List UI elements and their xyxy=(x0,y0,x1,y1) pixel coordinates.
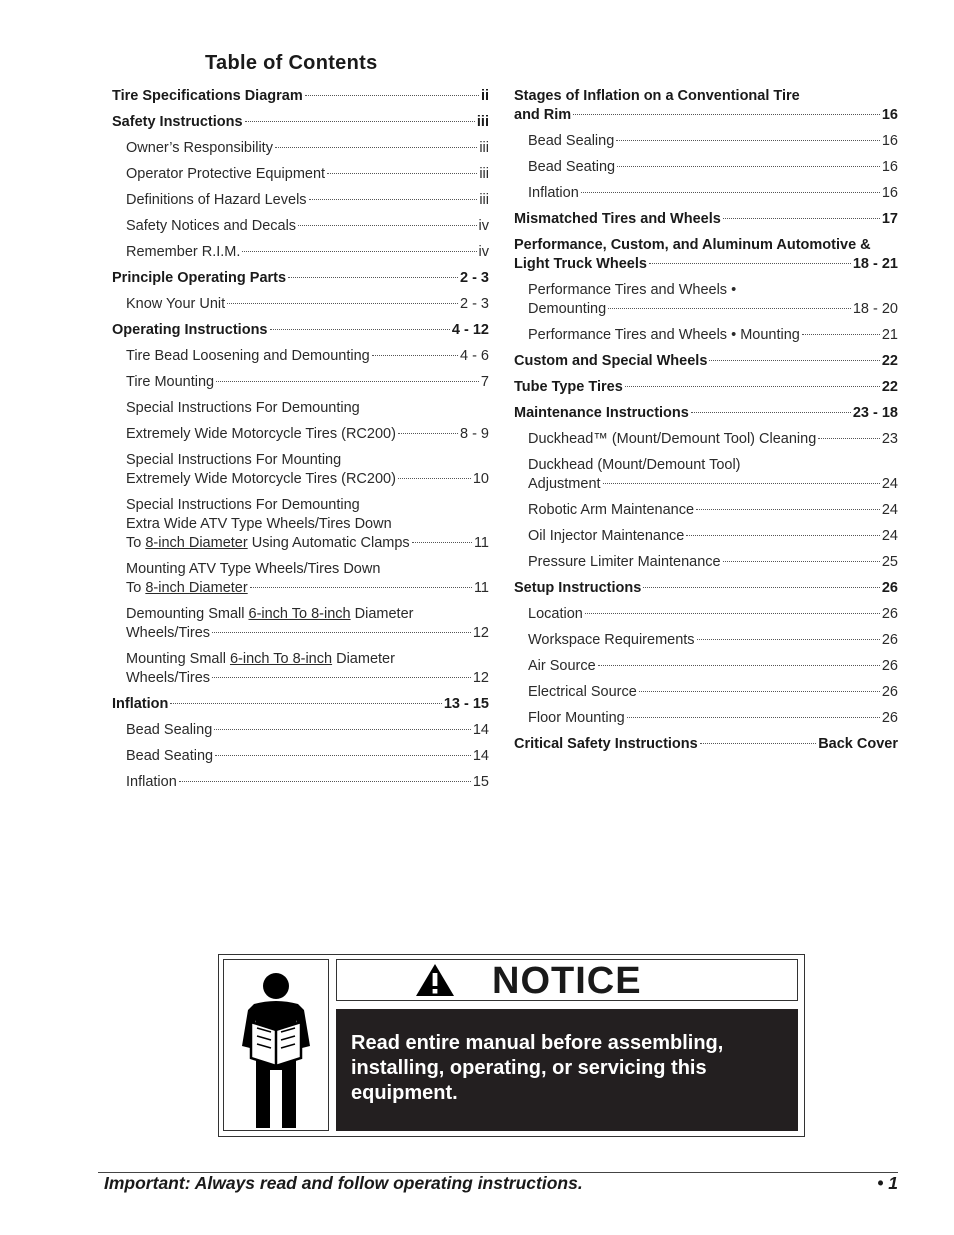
toc-leader-line xyxy=(528,430,898,449)
toc-leader-line xyxy=(126,669,489,688)
dot-leader xyxy=(179,781,471,782)
notice-header xyxy=(336,959,798,1001)
toc-entry-title: Tire Specifications Diagram xyxy=(112,88,303,104)
dot-leader xyxy=(723,561,880,562)
toc-page-ref: 24 xyxy=(881,476,898,492)
toc-page-ref: 24 xyxy=(881,502,898,518)
toc-leader-line xyxy=(528,527,898,546)
toc-entry[interactable] xyxy=(112,557,489,602)
dot-leader xyxy=(398,478,471,479)
toc-leader-line xyxy=(126,579,489,598)
dot-leader xyxy=(697,639,880,640)
toc-page-ref: 15 xyxy=(472,774,489,790)
toc-page-ref: 11 xyxy=(473,535,489,551)
toc-entry-title: Workspace Requirements xyxy=(528,632,695,648)
dot-leader xyxy=(585,613,880,614)
toc-entry-title: Adjustment xyxy=(528,476,601,492)
toc-leader-line xyxy=(126,624,489,643)
toc-entry[interactable] xyxy=(112,770,489,796)
toc-page-ref: 26 xyxy=(881,632,898,648)
toc-leader-line xyxy=(514,352,898,371)
toc-leader-line xyxy=(528,300,898,319)
line-underlined: 6-inch To 8-inch xyxy=(229,651,333,667)
toc-entry[interactable] xyxy=(112,718,489,744)
toc-entry[interactable] xyxy=(514,375,898,401)
toc-page-ref: 14 xyxy=(472,748,489,764)
toc-entry-title: Remember R.I.M. xyxy=(126,244,241,260)
toc-leader-line xyxy=(126,217,489,236)
toc-leader-line xyxy=(126,747,489,766)
toc-page-ref: 10 xyxy=(472,471,489,487)
dot-leader xyxy=(625,386,880,387)
toc-leader-line xyxy=(528,184,898,203)
toc-entry-title: Bead Seating xyxy=(528,159,616,175)
toc-entry-title: Operator Protective Equipment xyxy=(126,166,326,182)
toc-entry[interactable] xyxy=(112,266,489,292)
dot-leader xyxy=(627,717,880,718)
toc-leader-line xyxy=(528,553,898,572)
toc-leader-line xyxy=(528,132,898,151)
toc-entry[interactable] xyxy=(514,550,898,576)
toc-entry[interactable] xyxy=(514,84,898,129)
toc-page-ref: 4 - 6 xyxy=(459,348,489,364)
toc-leader-line xyxy=(126,165,489,184)
toc-entry[interactable] xyxy=(514,524,898,550)
toc-entry-title: Extremely Wide Motorcycle Tires (RC200) xyxy=(126,426,396,442)
dot-leader xyxy=(275,147,477,148)
toc-entry[interactable] xyxy=(112,188,489,214)
toc-entry-title: Air Source xyxy=(528,658,596,674)
toc-entry[interactable] xyxy=(514,706,898,732)
toc-entry[interactable] xyxy=(514,732,898,758)
title-underlined: 8-inch Diameter xyxy=(145,535,248,551)
toc-page-ref: 22 xyxy=(881,379,898,395)
toc-entry-title: Demounting xyxy=(528,301,607,317)
toc-entry[interactable] xyxy=(514,323,898,349)
toc-leader-line xyxy=(112,695,489,714)
toc-entry[interactable] xyxy=(112,344,489,370)
toc-entry[interactable] xyxy=(514,628,898,654)
toc-leader-line xyxy=(112,87,489,106)
toc-leader-line xyxy=(514,404,898,423)
dot-leader xyxy=(412,542,472,543)
toc-entry[interactable] xyxy=(112,422,489,448)
toc-page-ref: 23 xyxy=(881,431,898,447)
toc-entry-line: Extra Wide ATV Type Wheels/Tires Down xyxy=(126,516,392,532)
dot-leader xyxy=(643,587,880,588)
toc-leader-line xyxy=(528,657,898,676)
toc-entry-title: Inflation xyxy=(112,696,169,712)
toc-entry[interactable] xyxy=(514,181,898,207)
toc-leader-line xyxy=(126,347,489,366)
dot-leader xyxy=(398,433,458,434)
toc-page-ref: 24 xyxy=(881,528,898,544)
toc-entry-title: and Rim xyxy=(514,107,572,123)
dot-leader xyxy=(603,483,880,484)
toc-page-ref: 7 xyxy=(480,374,489,390)
toc-leader-line xyxy=(126,470,489,489)
dot-leader xyxy=(581,192,880,193)
toc-entry-title: Safety Instructions xyxy=(112,114,243,130)
toc-entry-title: Inflation xyxy=(126,774,177,790)
toc-entry-line: Stages of Inflation on a Conventional Tire xyxy=(514,88,800,104)
dot-leader xyxy=(270,329,450,330)
toc-leader-line xyxy=(514,378,898,397)
toc-entry[interactable] xyxy=(514,278,898,323)
toc-entry-title: Know Your Unit xyxy=(126,296,226,312)
toc-page-ref: iv xyxy=(478,218,489,234)
title-prefix: To xyxy=(126,535,146,551)
toc-leader-line xyxy=(528,683,898,702)
toc-entry[interactable] xyxy=(112,744,489,770)
toc-page-ref: 18 - 21 xyxy=(852,256,898,272)
toc-entry[interactable] xyxy=(112,602,489,647)
dot-leader xyxy=(242,251,476,252)
dot-leader xyxy=(212,677,471,678)
toc-entry[interactable] xyxy=(514,129,898,155)
toc-page-ref: 12 xyxy=(472,625,489,641)
title-underlined: 8-inch Diameter xyxy=(145,580,248,596)
toc-page-ref: ii xyxy=(480,88,489,104)
toc-leader-line xyxy=(514,579,898,598)
toc-entry-title: Operating Instructions xyxy=(112,322,268,338)
dot-leader xyxy=(818,438,880,439)
toc-entry-title: Pressure Limiter Maintenance xyxy=(528,554,721,570)
dot-leader xyxy=(327,173,477,174)
dot-leader xyxy=(372,355,458,356)
notice-heading: NOTICE xyxy=(492,960,642,1002)
toc-entry-title: Mismatched Tires and Wheels xyxy=(514,211,721,227)
toc-leader-line xyxy=(112,269,489,288)
dot-leader xyxy=(617,166,880,167)
toc-leader-line xyxy=(528,631,898,650)
toc-entry[interactable] xyxy=(514,155,898,181)
dot-leader xyxy=(214,729,471,730)
toc-entry[interactable] xyxy=(514,602,898,628)
toc-entry[interactable] xyxy=(112,493,489,557)
toc-page-ref: 26 xyxy=(881,684,898,700)
footer-note: Important: Always read and follow operating instructions. xyxy=(104,1173,583,1193)
toc-leader-line xyxy=(126,721,489,740)
toc-entry-title: Oil Injector Maintenance xyxy=(528,528,685,544)
toc-leader-line xyxy=(126,295,489,314)
dot-leader xyxy=(649,263,851,264)
toc-entry-title: Robotic Arm Maintenance xyxy=(528,502,695,518)
toc-leader-line xyxy=(528,326,898,345)
toc-page-ref: 11 xyxy=(473,580,489,596)
toc-entry-title: Bead Sealing xyxy=(126,722,213,738)
toc-entry-line: Special Instructions For Mounting xyxy=(126,452,342,468)
toc-entry-line: Special Instructions For Demounting xyxy=(126,400,360,416)
title-suffix: Using Automatic Clamps xyxy=(247,535,410,551)
toc-page-ref: 16 xyxy=(881,159,898,175)
toc-entry[interactable] xyxy=(514,654,898,680)
toc-entry-title: Principle Operating Parts xyxy=(112,270,287,286)
line-suffix: Diameter xyxy=(350,606,414,622)
toc-leader-line xyxy=(126,534,489,553)
warning-triangle-icon xyxy=(415,963,455,997)
dot-leader xyxy=(639,691,880,692)
toc-entry[interactable] xyxy=(514,453,898,498)
dot-leader xyxy=(686,535,880,536)
dot-leader xyxy=(245,121,475,122)
toc-entry-title: Extremely Wide Motorcycle Tires (RC200) xyxy=(126,471,396,487)
dot-leader xyxy=(216,381,479,382)
toc-entry-title: Tire Bead Loosening and Demounting xyxy=(126,348,370,364)
toc-entry[interactable] xyxy=(112,292,489,318)
toc-entry-title: Bead Seating xyxy=(126,748,214,764)
toc-page-ref: iii xyxy=(479,166,489,182)
toc-page-ref: 23 - 18 xyxy=(852,405,898,421)
toc-title: Table of Contents xyxy=(205,52,378,74)
toc-entry-line xyxy=(126,650,489,669)
toc-leader-line xyxy=(514,255,898,274)
toc-entry-title: Location xyxy=(528,606,583,622)
toc-entry[interactable] xyxy=(112,647,489,692)
toc-page-ref: iii xyxy=(476,114,489,130)
toc-entry-title: Performance Tires and Wheels • Mounting xyxy=(528,327,800,343)
toc-entry[interactable] xyxy=(112,214,489,240)
toc-entry-title: Tire Mounting xyxy=(126,374,215,390)
toc-page-ref: 26 xyxy=(881,710,898,726)
toc-entry-title: Critical Safety Instructions xyxy=(514,736,698,752)
dot-leader xyxy=(298,225,476,226)
toc-leader-line xyxy=(112,321,489,340)
toc-page-ref: 2 - 3 xyxy=(459,296,489,312)
toc-entry-line xyxy=(126,605,489,624)
toc-entry[interactable] xyxy=(514,207,898,233)
toc-entry-title: Floor Mounting xyxy=(528,710,625,726)
toc-page-ref: 21 xyxy=(881,327,898,343)
toc-entry-title xyxy=(126,579,248,598)
toc-leader-line xyxy=(126,773,489,792)
toc-leader-line xyxy=(528,605,898,624)
toc-entry-title: Inflation xyxy=(528,185,579,201)
toc-page-ref: 4 - 12 xyxy=(451,322,489,338)
notice-message: Read entire manual before assembling, installing, operating, or servicing this equipment. xyxy=(336,1009,798,1131)
page-number: • 1 xyxy=(877,1173,898,1193)
toc-entry-title: Owner’s Responsibility xyxy=(126,140,273,156)
toc-entry[interactable] xyxy=(514,349,898,375)
dot-leader xyxy=(250,587,472,588)
toc-leader-line xyxy=(528,709,898,728)
dot-leader xyxy=(608,308,851,309)
toc-entry[interactable] xyxy=(514,498,898,524)
dot-leader xyxy=(573,114,880,115)
toc-leader-line xyxy=(126,139,489,158)
toc-entry-title: Light Truck Wheels xyxy=(514,256,647,272)
toc-leader-line xyxy=(528,475,898,494)
dot-leader xyxy=(723,218,880,219)
line-prefix: Mounting Small xyxy=(126,651,230,667)
toc-entry[interactable] xyxy=(112,84,489,110)
toc-entry-title: Wheels/Tires xyxy=(126,670,211,686)
toc-entry[interactable] xyxy=(112,370,489,396)
toc-leader-line xyxy=(514,735,898,754)
toc-page-ref: 25 xyxy=(881,554,898,570)
dot-leader xyxy=(802,334,880,335)
toc-page-ref: 16 xyxy=(881,133,898,149)
dot-leader xyxy=(212,632,471,633)
toc-page-ref: 2 - 3 xyxy=(459,270,489,286)
toc-entry-title: Duckhead™ (Mount/Demount Tool) Cleaning xyxy=(528,431,817,447)
toc-entry[interactable] xyxy=(112,448,489,493)
toc-right-column xyxy=(514,84,898,758)
toc-entry[interactable] xyxy=(112,162,489,188)
toc-page-ref: 17 xyxy=(881,211,898,227)
toc-entry-title: Custom and Special Wheels xyxy=(514,353,708,369)
toc-page-ref: 26 xyxy=(881,606,898,622)
toc-leader-line xyxy=(126,373,489,392)
toc-leader-line xyxy=(126,425,489,444)
toc-entry-title: Safety Notices and Decals xyxy=(126,218,297,234)
toc-page-ref: 26 xyxy=(881,580,898,596)
dot-leader xyxy=(305,95,479,96)
dot-leader xyxy=(691,412,851,413)
toc-page-ref: 8 - 9 xyxy=(459,426,489,442)
toc-entry[interactable] xyxy=(112,318,489,344)
toc-leader-line xyxy=(514,210,898,229)
toc-entry-title: Setup Instructions xyxy=(514,580,642,596)
toc-entry-line: Duckhead (Mount/Demount Tool) xyxy=(528,457,741,473)
toc-page-ref: 26 xyxy=(881,658,898,674)
toc-entry-line: Mounting ATV Type Wheels/Tires Down xyxy=(126,561,381,577)
toc-entry-title: Maintenance Instructions xyxy=(514,405,689,421)
toc-leader-line xyxy=(112,113,489,132)
toc-entry-line: Special Instructions For Demounting xyxy=(126,497,360,513)
dot-leader xyxy=(700,743,816,744)
toc-entry[interactable] xyxy=(112,110,489,136)
toc-leader-line xyxy=(514,106,898,125)
dot-leader xyxy=(215,755,471,756)
toc-entry-title: Tube Type Tires xyxy=(514,379,623,395)
toc-page-ref: Back Cover xyxy=(818,736,898,752)
toc-entry-line: Performance, Custom, and Aluminum Automotive & xyxy=(514,237,871,253)
dot-leader xyxy=(227,303,458,304)
dot-leader xyxy=(288,277,458,278)
dot-leader xyxy=(616,140,880,141)
toc-page-ref: 16 xyxy=(881,107,898,123)
dot-leader xyxy=(170,703,441,704)
toc-leader-line xyxy=(126,191,489,210)
line-suffix: Diameter xyxy=(332,651,395,667)
toc-entry[interactable] xyxy=(514,576,898,602)
dot-leader xyxy=(598,665,880,666)
line-prefix: Demounting Small xyxy=(126,606,249,622)
toc-page-ref: iii xyxy=(479,140,489,156)
toc-entry[interactable] xyxy=(112,692,489,718)
toc-page-ref: 18 - 20 xyxy=(852,301,898,317)
toc-page-ref: 22 xyxy=(881,353,898,369)
line-underlined: 6-inch To 8-inch xyxy=(248,606,351,622)
toc-entry-line: Performance Tires and Wheels • xyxy=(528,282,737,298)
toc-page-ref: iv xyxy=(478,244,489,260)
toc-page-ref: 12 xyxy=(472,670,489,686)
dot-leader xyxy=(696,509,880,510)
toc-entry-title: Electrical Source xyxy=(528,684,637,700)
toc-entry[interactable] xyxy=(112,136,489,162)
dot-leader xyxy=(309,199,478,200)
toc-page-ref: 13 - 15 xyxy=(443,696,489,712)
toc-entry-title: Bead Sealing xyxy=(528,133,615,149)
toc-leader-line xyxy=(528,501,898,520)
title-prefix: To xyxy=(126,580,146,596)
toc-entry-title xyxy=(126,534,410,553)
notice-panel xyxy=(218,954,805,1137)
toc-page-ref: iii xyxy=(479,192,489,208)
toc-entry[interactable] xyxy=(112,240,489,266)
toc-page-ref: 16 xyxy=(881,185,898,201)
toc-entry[interactable] xyxy=(514,680,898,706)
toc-page-ref: 14 xyxy=(472,722,489,738)
dot-leader xyxy=(709,360,879,361)
toc-entry[interactable] xyxy=(514,401,898,427)
toc-entry[interactable] xyxy=(514,427,898,453)
toc-leader-line xyxy=(126,243,489,262)
read-manual-icon xyxy=(223,959,329,1131)
toc-entry-title: Definitions of Hazard Levels xyxy=(126,192,307,208)
toc-entry-title: Wheels/Tires xyxy=(126,625,211,641)
toc-left-column xyxy=(112,84,489,796)
toc-leader-line xyxy=(528,158,898,177)
toc-entry[interactable] xyxy=(112,396,489,422)
toc-entry[interactable] xyxy=(514,233,898,278)
